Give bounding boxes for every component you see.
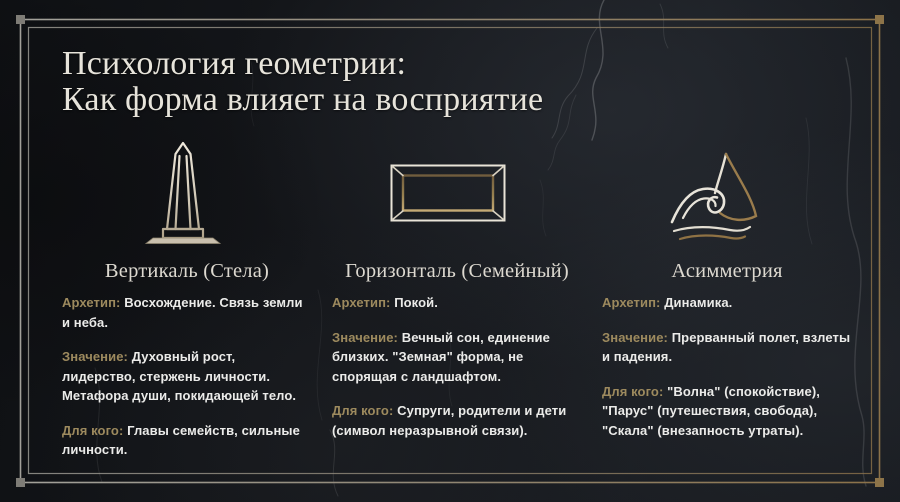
column-heading: Горизонталь (Семейный) [345, 260, 569, 282]
column-asymmetry [602, 141, 852, 460]
meaning-label: Значение: [62, 349, 128, 364]
columns-area [62, 141, 852, 460]
for-whom-row [332, 401, 582, 440]
meaning-text: Вечный сон, единение близких. "Земная" форма, не спорящая с ландшафтом. [332, 329, 550, 384]
archetype-row [602, 293, 852, 313]
archetype-text: Динамика. [664, 295, 733, 310]
archetype-label: Архетип: [62, 295, 121, 310]
for-whom-label: Для кого: [602, 383, 664, 399]
title-line-1: Психология геометрии: [62, 45, 407, 82]
archetype-label: Архетип: [602, 295, 661, 310]
frame-corner-square [875, 478, 884, 487]
for-whom-text: Главы семейств, сильные личности. [62, 422, 300, 457]
meaning-text: Духовный рост, лидерство, стержень личности. Метафора души, покидающей тело. [62, 349, 297, 403]
frame-corner-square [16, 478, 25, 487]
column-sections [332, 293, 582, 440]
archetype-row [332, 293, 582, 313]
archetype-text: Восхождение. Связь земли и неба. [62, 295, 303, 330]
archetype-row [62, 293, 312, 332]
obelisk-icon [62, 141, 312, 245]
frame-corner-square [875, 15, 884, 24]
column-horizontal [332, 141, 582, 460]
archetype-text: Покой. [394, 295, 438, 310]
for-whom-label: Для кого: [62, 422, 124, 438]
meaning-row [332, 328, 582, 387]
archetype-label: Архетип: [332, 295, 391, 310]
for-whom-label: Для кого: [332, 403, 394, 418]
column-sections [602, 293, 852, 440]
meaning-row [602, 328, 852, 367]
meaning-label: Значение: [602, 329, 668, 345]
meaning-row [62, 347, 312, 406]
title-line-2: Как форма влияет на восприятие [62, 81, 544, 118]
plaque-icon [332, 141, 582, 245]
meaning-label: Значение: [332, 329, 398, 345]
for-whom-text: "Волна" (спокойствие), "Парус" (путешествия, свобода), "Скала" (внезапность утраты). [602, 383, 820, 438]
for-whom-row [62, 421, 312, 460]
column-heading: Вертикаль (Стела) [104, 260, 270, 282]
frame-corner-square [16, 15, 25, 24]
page-title [62, 46, 543, 118]
column-sections [62, 293, 312, 460]
column-vertical [62, 141, 312, 460]
meaning-text: Прерванный полет, взлеты и падения. [602, 329, 851, 364]
for-whom-row [602, 382, 852, 441]
column-heading: Асимметрия [671, 260, 783, 282]
sail-wave-icon [602, 141, 852, 245]
for-whom-text: Супруги, родители и дети (символ неразрывной связи). [332, 403, 567, 438]
